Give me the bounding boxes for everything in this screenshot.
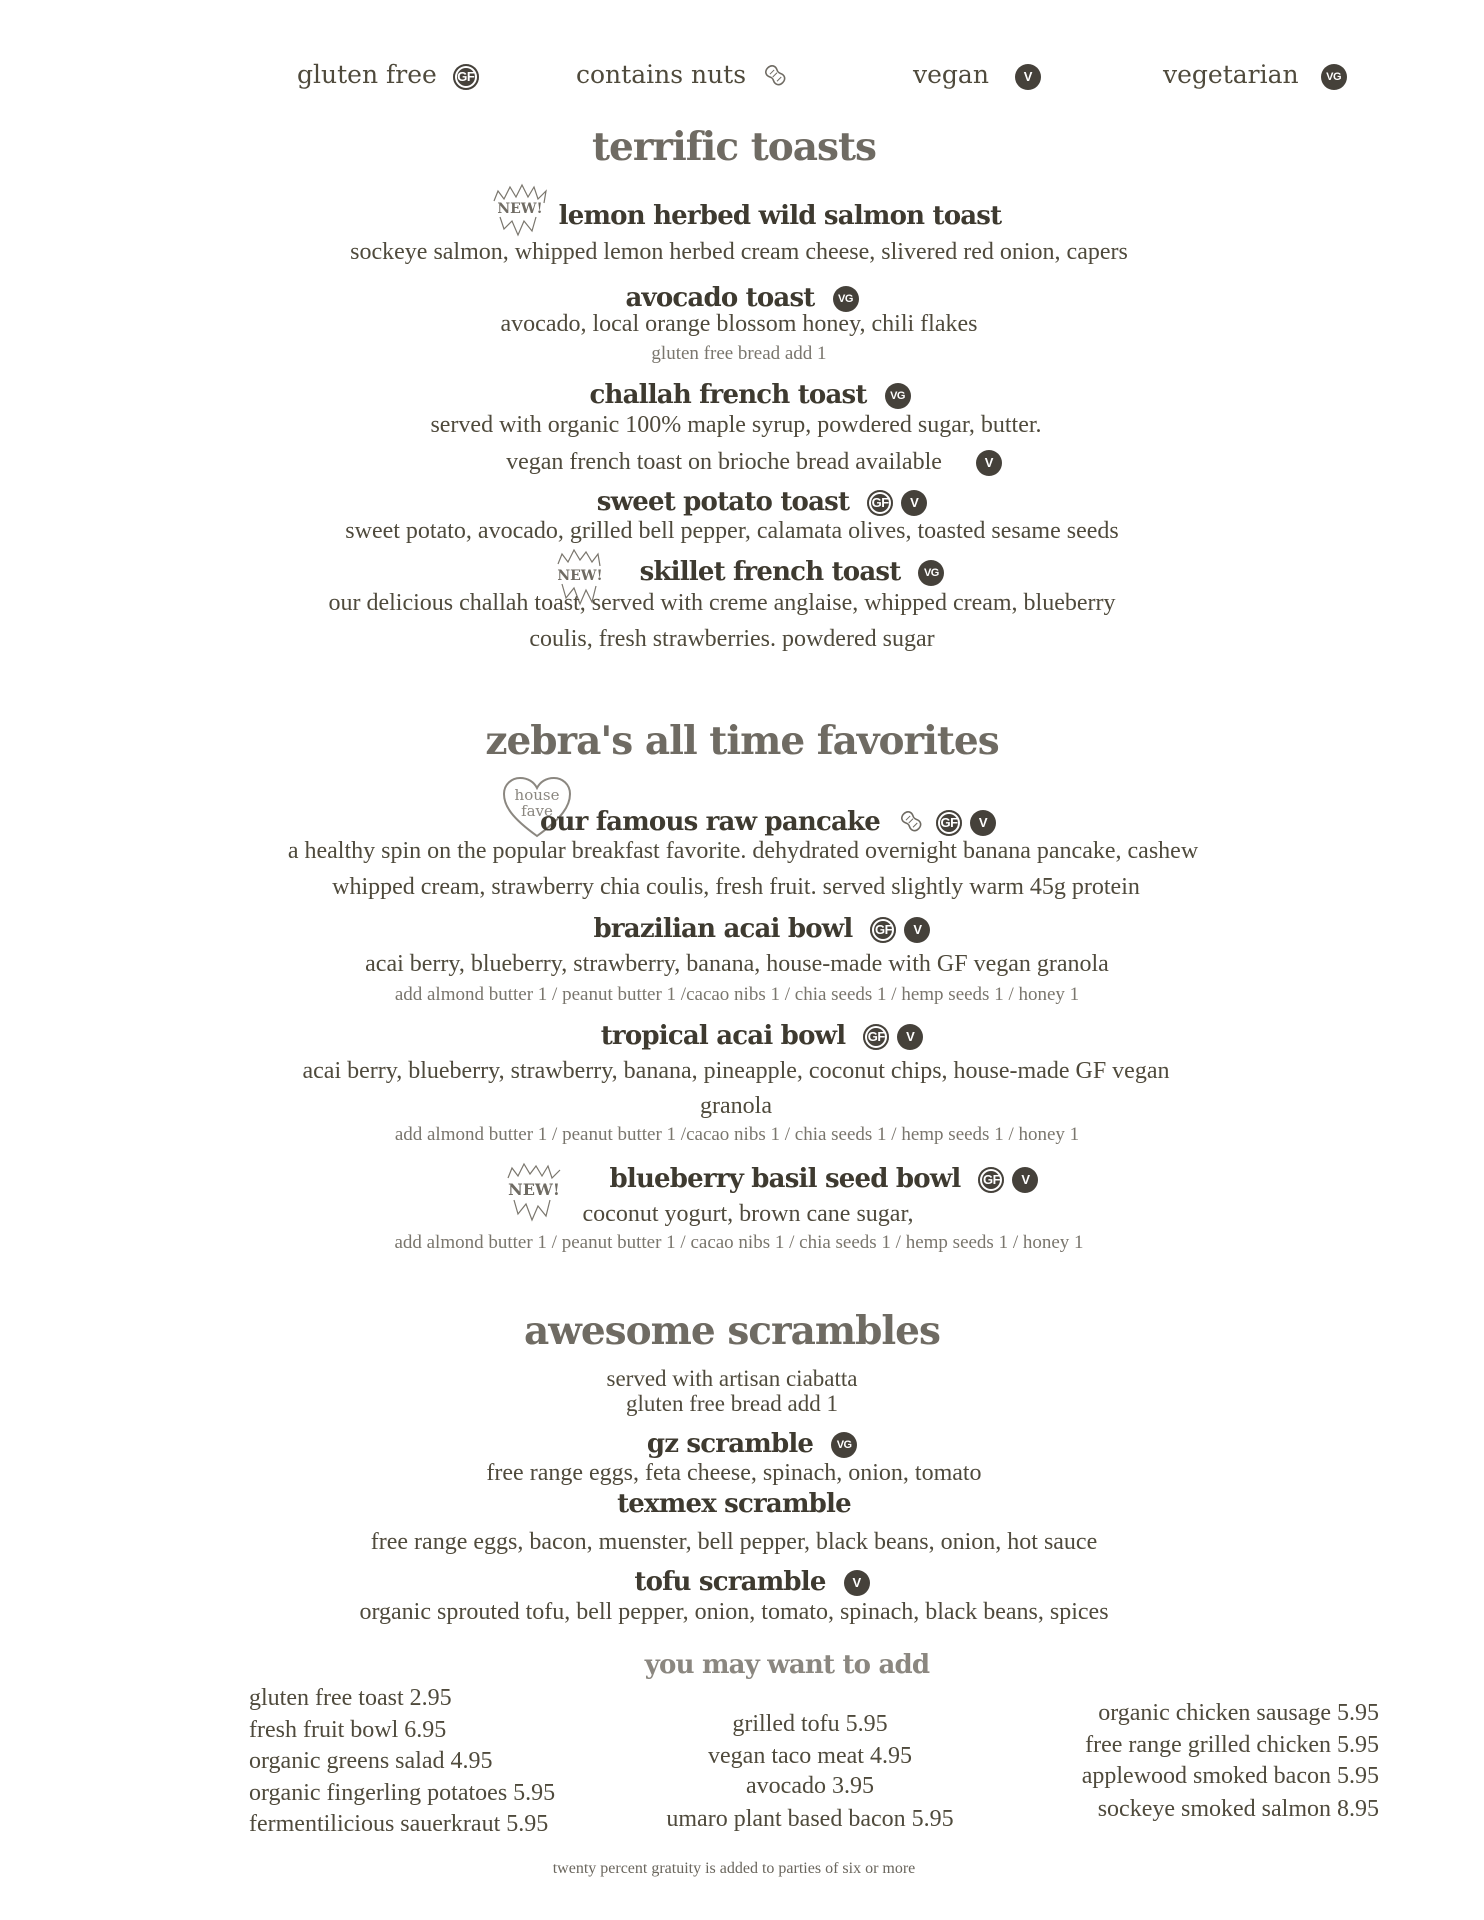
item-challah-toast-desc: served with organic 100% maple syrup, powdered sugar, butter.: [430, 412, 1042, 438]
item-skillet-toast: [50, 557, 1484, 587]
legend-contains-nuts-label: contains nuts: [576, 60, 747, 89]
vegetarian-icon: VG: [1321, 64, 1347, 90]
vegan-icon: V: [976, 450, 1002, 476]
svg-text:fave: fave: [521, 802, 553, 820]
scrambles-intro-note: gluten free bread add 1: [625, 1391, 838, 1416]
legend-vegetarian-label: vegetarian: [1163, 60, 1299, 89]
peanut-icon: [898, 808, 928, 838]
peanut-icon: [762, 62, 792, 92]
item-avocado-toast-desc: avocado, local orange blossom honey, chili flakes: [500, 311, 978, 337]
addon-item: organic greens salad 4.95: [249, 1748, 493, 1774]
item-salmon-toast-name: lemon herbed wild salmon toast: [558, 201, 1002, 231]
addon-item: umaro plant based bacon 5.95: [666, 1806, 954, 1832]
legend-vegan-label: vegan: [913, 60, 989, 89]
addon-item: gluten free toast 2.95: [249, 1685, 452, 1711]
gluten-free-icon: GF: [867, 490, 893, 516]
item-blueberry-bowl-desc: coconut yogurt, brown cane sugar,: [582, 1201, 914, 1227]
vegan-icon: V: [1015, 64, 1041, 90]
legend-vegetarian: [1163, 60, 1347, 90]
svg-text:house: house: [514, 786, 560, 804]
item-texmex-scramble-desc: free range eggs, bacon, muenster, bell pepper, black beans, onion, hot sauce: [370, 1529, 1098, 1555]
new-label: NEW!: [557, 568, 603, 584]
vegetarian-icon: VG: [833, 286, 859, 312]
vegan-icon: V: [904, 917, 930, 943]
item-raw-pancake: [26, 807, 1484, 838]
item-tropical-acai: [20, 1021, 1484, 1051]
addon-item: sockeye smoked salmon 8.95: [1097, 1796, 1379, 1822]
item-raw-pancake-desc: a healthy spin on the popular breakfast favorite. dehydrated overnight banana pancake, cashew: [287, 838, 1199, 864]
item-tropical-acai-desc2: granola: [700, 1093, 772, 1119]
gluten-free-icon: GF: [870, 917, 896, 943]
addon-item: grilled tofu 5.95: [732, 1711, 888, 1737]
item-tofu-scramble-name: tofu scramble: [634, 1567, 826, 1597]
new-label: NEW!: [508, 1180, 560, 1199]
item-texmex-scramble-name: texmex scramble: [617, 1489, 851, 1519]
item-tropical-acai-note: add almond butter 1 / peanut butter 1 /cacao nibs 1 / chia seeds 1 / hemp seeds 1 / honey 1: [394, 1124, 1080, 1145]
item-tofu-scramble: [10, 1567, 1484, 1597]
item-gz-scramble: [10, 1429, 1484, 1459]
item-blueberry-bowl-note: add almond butter 1 / peanut butter 1 / cacao nibs 1 / chia seeds 1 / hemp seeds 1 / honey 1: [394, 1232, 1084, 1253]
vegetarian-icon: VG: [831, 1432, 857, 1458]
new-label: NEW!: [497, 201, 543, 217]
addons-title: you may want to add: [644, 1650, 930, 1680]
gluten-free-icon: GF: [863, 1024, 889, 1050]
addon-item: organic chicken sausage 5.95: [1098, 1700, 1379, 1726]
addon-item: avocado 3.95: [746, 1773, 874, 1799]
legend-contains-nuts: [576, 60, 792, 92]
addon-item: fermentilicious sauerkraut 5.95: [249, 1811, 549, 1837]
vegan-icon: V: [844, 1570, 870, 1596]
item-sweet-potato-toast: [20, 487, 1484, 517]
item-avocado-toast: [0, 283, 1484, 313]
item-tropical-acai-name: tropical acai bowl: [600, 1021, 846, 1051]
item-challah-toast-desc2: [12, 449, 1484, 476]
item-blueberry-bowl-name: blueberry basil seed bowl: [609, 1164, 961, 1194]
item-avocado-toast-note: gluten free bread add 1: [651, 343, 827, 364]
item-blueberry-bowl: [82, 1164, 1484, 1194]
item-raw-pancake-desc2: whipped cream, strawberry chia coulis, fresh fruit. served slightly warm 45g protein: [332, 874, 1140, 900]
addon-item: fresh fruit bowl 6.95: [249, 1717, 447, 1743]
gluten-free-icon: GF: [453, 64, 479, 90]
item-gz-scramble-desc: free range eggs, feta cheese, spinach, onion, tomato: [486, 1460, 982, 1486]
addon-item: organic fingerling potatoes 5.95: [249, 1780, 556, 1806]
item-raw-pancake-name: our famous raw pancake: [539, 807, 880, 837]
item-salmon-toast-desc: sockeye salmon, whipped lemon herbed cream cheese, slivered red onion, capers: [350, 239, 1128, 265]
scrambles-intro: served with artisan ciabatta: [606, 1366, 858, 1391]
gluten-free-icon: GF: [936, 810, 962, 836]
vegetarian-icon: VG: [885, 383, 911, 409]
item-tofu-scramble-desc: organic sprouted tofu, bell pepper, onion, tomato, spinach, black beans, spices: [359, 1599, 1109, 1625]
vegetarian-icon: VG: [918, 560, 944, 586]
section-title-favorites: zebra's all time favorites: [485, 718, 999, 764]
addon-item: applewood smoked bacon 5.95: [1081, 1763, 1379, 1789]
gratuity-footer: twenty percent gratuity is added to parties of six or more: [552, 1860, 916, 1877]
item-challah-toast-name: challah french toast: [589, 380, 867, 410]
item-tropical-acai-desc: acai berry, blueberry, strawberry, banana, pineapple, coconut chips, house-made GF vegan: [302, 1058, 1170, 1084]
item-brazilian-acai: [20, 914, 1484, 944]
item-avocado-toast-name: avocado toast: [625, 283, 815, 313]
item-skillet-toast-desc: our delicious challah toast, served with creme anglaise, whipped cream, blueberry: [328, 590, 1116, 616]
item-brazilian-acai-note: add almond butter 1 / peanut butter 1 /cacao nibs 1 / chia seeds 1 / hemp seeds 1 / honey 1: [394, 984, 1080, 1005]
item-sweet-potato-toast-name: sweet potato toast: [596, 487, 850, 517]
vegan-icon: V: [1012, 1167, 1038, 1193]
item-challah-toast: [8, 380, 1484, 410]
vegan-icon: V: [970, 810, 996, 836]
item-challah-toast-vegan-note: vegan french toast on brioche bread available: [506, 449, 942, 475]
section-title-scrambles: awesome scrambles: [524, 1308, 940, 1354]
addon-item: free range grilled chicken 5.95: [1085, 1732, 1379, 1758]
addon-item: vegan taco meat 4.95: [708, 1743, 912, 1769]
vegan-icon: V: [901, 490, 927, 516]
legend-vegan: [913, 60, 1041, 90]
legend-gluten-free: [297, 60, 479, 90]
legend-gluten-free-label: gluten free: [297, 60, 437, 89]
item-brazilian-acai-name: brazilian acai bowl: [593, 914, 853, 944]
section-title-toasts: terrific toasts: [592, 124, 876, 170]
item-sweet-potato-toast-desc: sweet potato, avocado, grilled bell pepper, calamata olives, toasted sesame seeds: [345, 518, 1119, 544]
item-skillet-toast-name: skillet french toast: [639, 557, 901, 587]
item-skillet-toast-desc2: coulis, fresh strawberries. powdered sugar: [529, 626, 935, 652]
vegan-icon: V: [897, 1024, 923, 1050]
item-brazilian-acai-desc: acai berry, blueberry, strawberry, banana, house-made with GF vegan granola: [365, 951, 1109, 977]
gluten-free-icon: GF: [978, 1167, 1004, 1193]
item-gz-scramble-name: gz scramble: [646, 1429, 814, 1459]
